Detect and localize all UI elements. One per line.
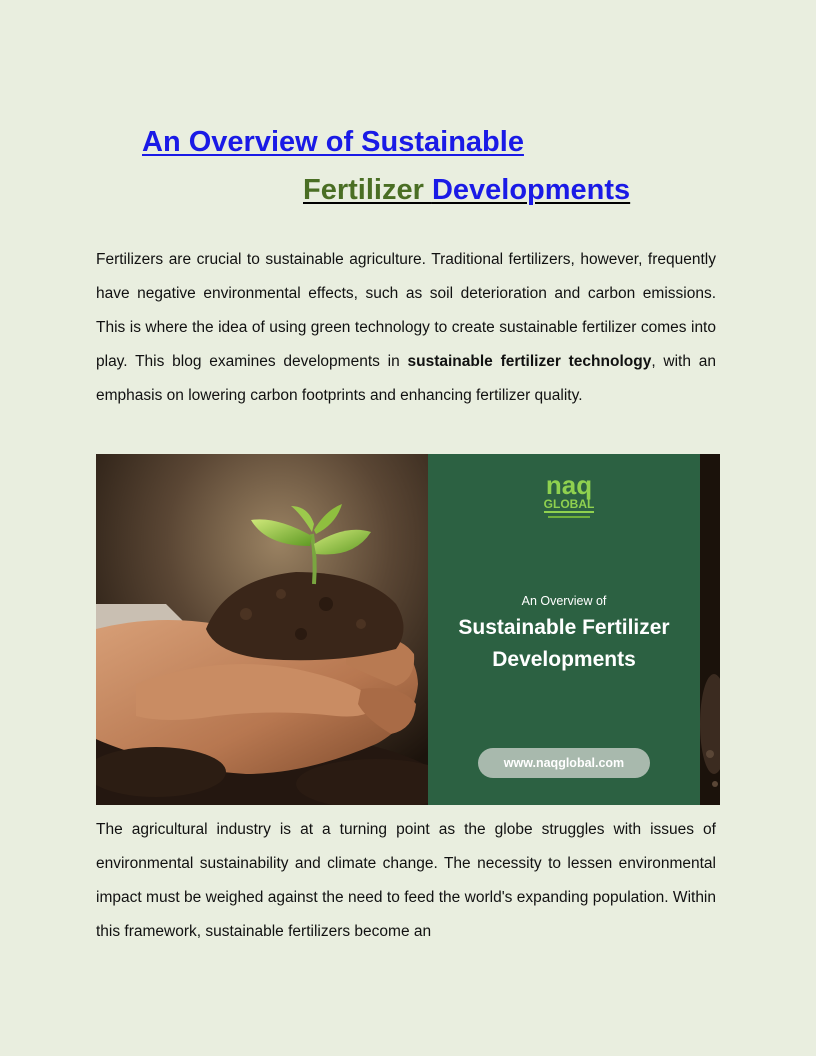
soil-strip	[700, 454, 720, 805]
intro-bold-phrase: sustainable fertilizer technology	[407, 353, 652, 370]
intro-paragraph	[96, 243, 716, 413]
svg-text:GLOBAL: GLOBAL	[543, 497, 595, 511]
intro-text-start: Fertilizers are crucial to sustainable agriculture. Traditional fertilizers, however, frequently have negative environmental effects, such as soil deterioration and carbon emissions. This is where the idea of using green technology to create sustainable fertilizer comes into play. This blog examines developments in	[96, 251, 716, 370]
title-line-1[interactable]: An Overview of Sustainable	[142, 126, 524, 158]
title-word-developments[interactable]: Developments	[431, 174, 631, 206]
seedling-hands-photo	[96, 454, 428, 805]
banner-image	[96, 454, 720, 805]
naq-global-logo	[536, 470, 602, 524]
title-line-2[interactable]	[303, 174, 630, 207]
svg-text:naq: naq	[545, 470, 593, 500]
body-paragraph: The agricultural industry is at a turning point as the globe struggles with issues of environmental sustainability and climate change. The necessity to lessen environmental impact must be weighed against the need to feed the world's expanding population. Within this framework, sustainable fertilizers become an	[96, 821, 716, 940]
banner-title: Sustainable Fertilizer Developments	[458, 616, 670, 671]
banner-subtitle: An Overview of	[521, 594, 607, 608]
intro-text-end: , with an emphasis on lowering carbon footprints and enhancing fertilizer quality.	[96, 353, 716, 404]
banner-text-panel	[428, 454, 700, 805]
title-word-fertilizer[interactable]: Fertilizer	[303, 174, 432, 206]
banner-url-pill[interactable]: www.naqglobal.com	[478, 748, 650, 778]
